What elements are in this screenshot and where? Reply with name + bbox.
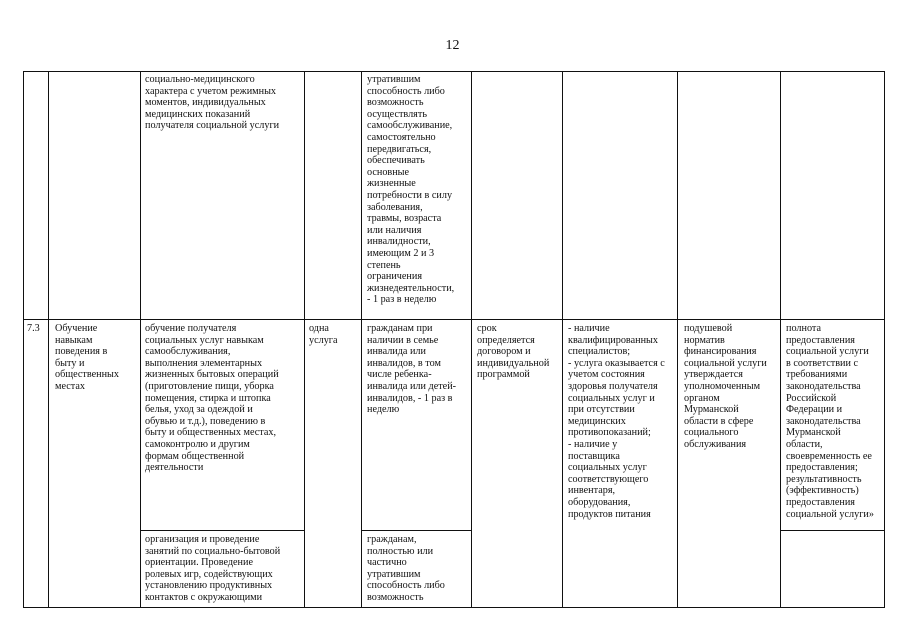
frequency-cell: гражданам, полностью или частично утратившим способность либо возможность	[367, 534, 445, 603]
table-rule	[562, 71, 563, 608]
financing-cell: подушевой норматив финансирования социальной услуги утверждается уполномоченным органом Мурманской области в сфере социального обслуживания	[684, 323, 767, 450]
table-rule	[23, 71, 884, 72]
frequency-cell: гражданам при наличии в семье инвалида или инвалидов, в том числе ребенка- инвалида или детей- инвалидов, - 1 раз в неделю	[367, 323, 457, 416]
conditions-cell: - наличие квалифицированных специалистов; - услуга оказывается с учетом состояния здоровья получателя социальных услуг и при отсутствии медицинских противопоказаний; - наличие у поставщика социальных услуг соответствующего инвентаря, оборудования, продуктов питания	[568, 323, 665, 520]
table-rule	[677, 71, 678, 608]
table-rule	[140, 530, 304, 531]
service-name-cell: Обучение навыкам поведения в быту и общественных местах	[55, 323, 119, 392]
table-rule	[361, 71, 362, 608]
table-rule	[361, 530, 471, 531]
table-rule	[884, 71, 885, 608]
table-rule	[23, 71, 24, 608]
service-unit-cell: одна услуга	[309, 323, 338, 346]
service-number-cell: 7.3	[27, 323, 40, 334]
service-content-cell: организация и проведение занятий по социально-бытовой ориентации. Проведение ролевых игр, содействующих установлению продуктивных контактов с окружающими	[145, 534, 281, 603]
table-rule	[304, 71, 305, 608]
table-rule	[780, 530, 884, 531]
table-rule	[23, 607, 884, 608]
quality-cell: полнота предоставления социальной услуги в соответствии с требованиями законодательства Российской Федерации и законодательства Мурманской области, своевременность ее предоставления; результативность (эффективность) предоставления социальной услуги»	[786, 323, 874, 520]
page-number: 12	[445, 38, 460, 53]
table-rule	[140, 71, 141, 608]
table-rule	[48, 71, 49, 608]
table-rule	[23, 319, 884, 320]
term-cell: срок определяется договором и индивидуальной программой	[477, 323, 550, 381]
service-content-cell: социально-медицинского характера с учетом режимных моментов, индивидуальных медицинских показаний получателя социальной услуги	[145, 74, 280, 132]
frequency-cell: утратившим способность либо возможность осуществлять самообслуживание, самостоятельно передвигаться, обеспечивать основные жизненные потребности в силу заболевания, травмы, возраста или наличия инвалидности, имеющим 2 и 3 степень ограничения жизнедеятельности, - 1 раз в неделю	[367, 74, 455, 306]
table-rule	[780, 71, 781, 608]
table-rule	[471, 71, 472, 608]
service-content-cell: обучение получателя социальных услуг навыкам самообслуживания, выполнения элементарных жизненных бытовых операций (приготовление пищи, уборка помещения, стирка и штопка белья, уход за одеждой и обувью и т.д.), поведению в быту и общественных местах, самоконтролю и другим формам общественной деятельности	[145, 323, 279, 474]
